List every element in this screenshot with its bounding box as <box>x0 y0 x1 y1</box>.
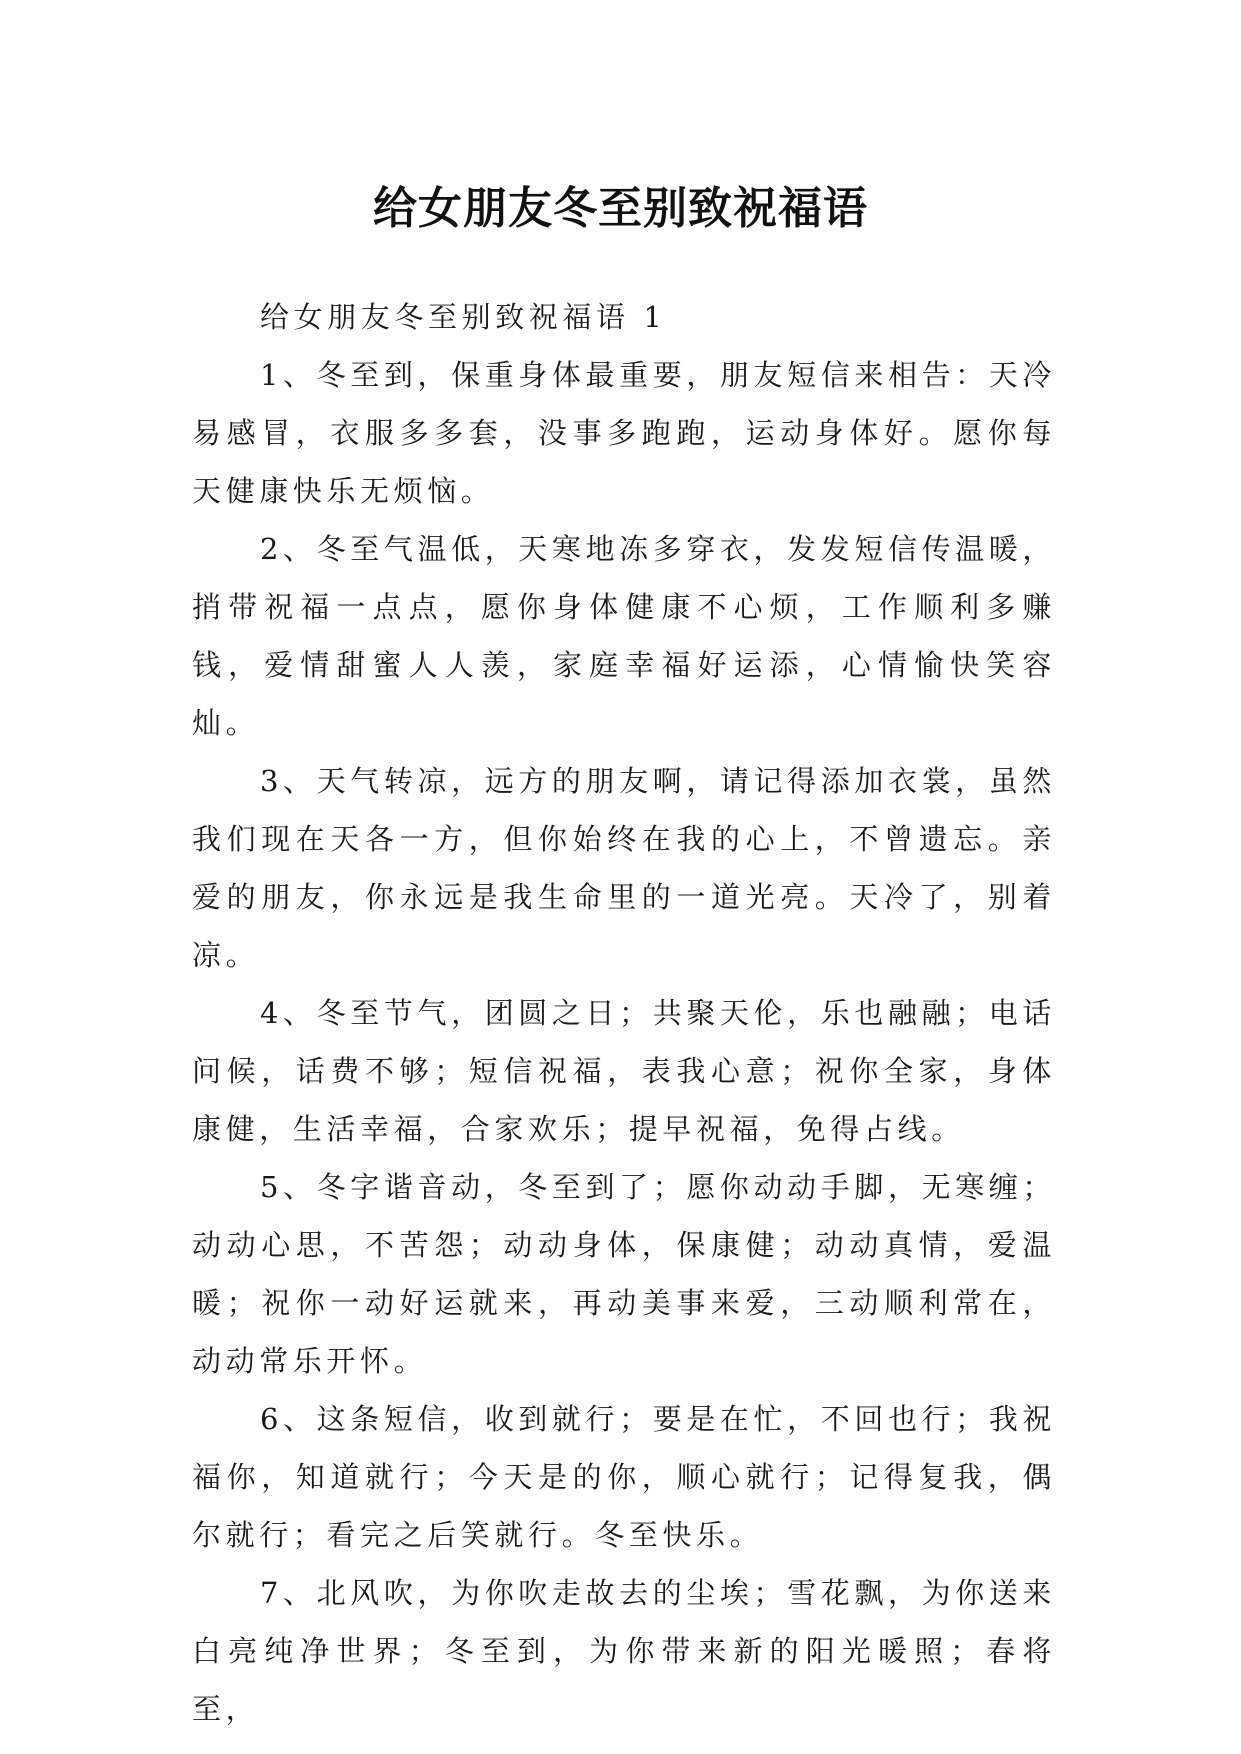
paragraph-5: 5、冬字谐音动，冬至到了；愿你动动手脚，无寒缠；动动心思，不苦怨；动动身体，保康健；动动真情，爱温暖；祝你一动好运就来，再动美事来爱，三动顺利常在，动动常乐开怀。 <box>192 1170 1056 1378</box>
paragraph-4: 4、冬至节气，团圆之日；共聚天伦，乐也融融；电话问候，话费不够；短信祝福，表我心意；祝你全家，身体康健，生活幸福，合家欢乐；提早祝福，免得占线。 <box>192 996 1056 1146</box>
paragraph-7: 7、北风吹，为你吹走故去的尘埃；雪花飘，为你送来白亮纯净世界；冬至到，为你带来新的阳光暖照；春将至， <box>192 1576 1056 1726</box>
paragraph-1: 1、冬至到，保重身体最重要，朋友短信来相告：天冷易感冒，衣服多多套，没事多跑跑，运动身体好。愿你每天健康快乐无烦恼。 <box>192 358 1056 508</box>
page-title: 给女朋友冬至别致祝福语 <box>373 183 868 235</box>
paragraph-6: 6、这条短信，收到就行；要是在忙，不回也行；我祝福你，知道就行；今天是的你，顺心就行；记得复我，偶尔就行；看完之后笑就行。冬至快乐。 <box>192 1402 1056 1552</box>
section-heading: 给女朋友冬至别致祝福语 1 <box>260 300 667 334</box>
paragraph-3: 3、天气转凉，远方的朋友啊，请记得添加衣裳，虽然我们现在天各一方，但你始终在我的心上，不曾遗忘。亲爱的朋友，你永远是我生命里的一道光亮。天冷了，别着凉。 <box>192 764 1056 972</box>
document-body <box>192 288 1056 1738</box>
paragraph-2: 2、冬至气温低，天寒地冻多穿衣，发发短信传温暖，捎带祝福一点点，愿你身体健康不心烦，工作顺利多赚钱，爱情甜蜜人人羡，家庭幸福好运添，心情愉快笑容灿。 <box>192 532 1056 740</box>
